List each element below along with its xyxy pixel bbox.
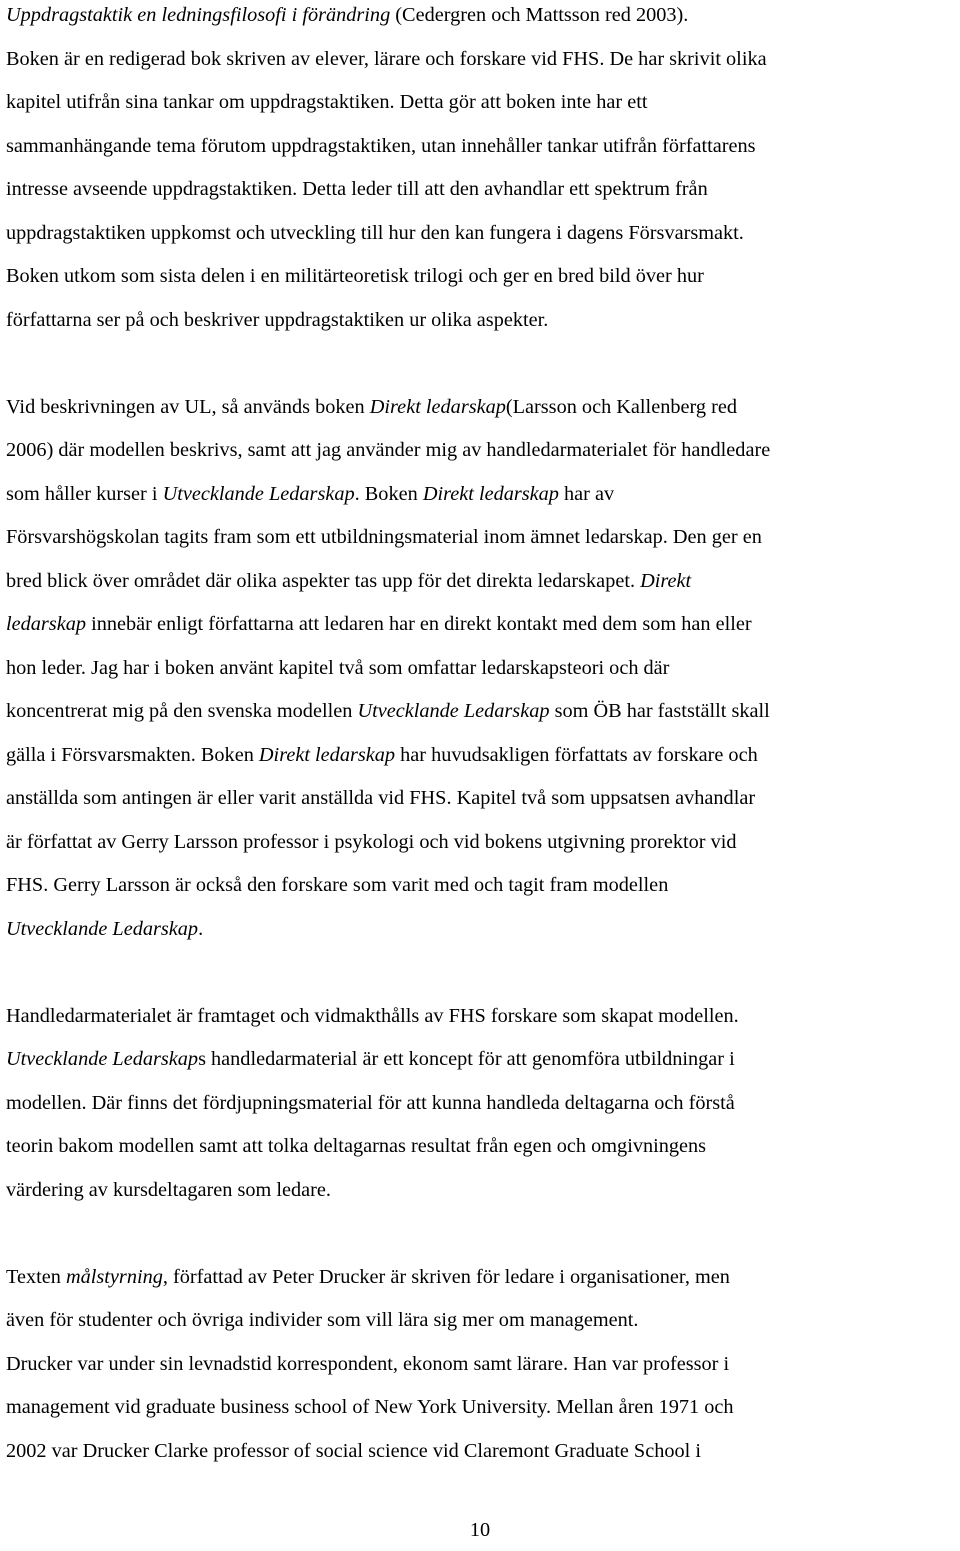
book-title-italic: Direkt ledarskap [422, 482, 559, 505]
book-title-italic: Direkt ledarskap [369, 395, 506, 418]
paragraph-4 [6, 1256, 956, 1474]
text-line: 2006) där modellen beskrivs, samt att jag använder mig av handledarmaterialet för handledare [6, 439, 771, 461]
text-line: 2002 var Drucker Clarke professor of social science vid Claremont Graduate School i [6, 1439, 701, 1462]
model-name-italic: Utvecklande Ledarskap [357, 700, 550, 722]
text-line: anställda som antingen är eller varit anställda vid FHS. Kapitel två som uppsatsen avhandlar [6, 787, 756, 809]
text-line: kapitel utifrån sina tankar om uppdragstaktiken. Detta gör att boken inte har ett [6, 91, 648, 113]
paragraph-3 [6, 995, 956, 1213]
text-line: Boken utkom som sista delen i en militärteoretisk trilogi och ger en bred bild över hur [6, 265, 704, 287]
text-line: modellen. Där finns det fördjupningsmaterial för att kunna handleda deltagarna och förstå [6, 1091, 735, 1114]
text-line: Uppdragstaktik en ledningsfilosofi i förändring (Cedergren och Mattsson red 2003). [6, 4, 689, 26]
paragraph-1 [6, 0, 956, 342]
model-name-italic: Utvecklande Ledarskap [6, 917, 199, 940]
book-title-italic: Direkt ledarskap [258, 743, 396, 766]
text-line: sammanhängande tema förutom uppdragstaktiken, utan innehåller tankar utifrån författarens [6, 134, 756, 157]
text-line: är författat av Gerry Larsson professor i psykologi och vid bokens utgivning prorektor vid [6, 830, 737, 853]
text-line: Boken är en redigerad bok skriven av elever, lärare och forskare vid FHS. De har skrivit olika [6, 47, 767, 70]
text-line: teorin bakom modellen samt att tolka deltagarnas resultat från egen och omgivningens [6, 1135, 707, 1157]
paragraph-gap [6, 951, 956, 995]
text-line: värdering av kursdeltagaren som ledare. [6, 1178, 331, 1201]
text-line: Texten målstyrning, författad av Peter Drucker är skriven för ledare i organisationer, men [6, 1265, 730, 1288]
text-line: management vid graduate business school of New York University. Mellan åren 1971 och [6, 1396, 734, 1418]
text-title-italic: målstyrning [65, 1265, 163, 1288]
text-line: bred blick över området där olika aspekter tas upp för det direkta ledarskapet. Direkt [6, 569, 692, 592]
text-line: Utvecklande Ledarskaps handledarmaterial är ett koncept för att genomföra utbildningar i [6, 1048, 735, 1070]
text-line: intresse avseende uppdragstaktiken. Detta leder till att den avhandlar ett spektrum från [6, 178, 708, 200]
book-title-italic: Uppdragstaktik en ledningsfilosofi i förändring [6, 4, 391, 26]
text-line: Vid beskrivningen av UL, så används boken Direkt ledarskap(Larsson och Kallenberg red [6, 395, 737, 418]
text-line: Handledarmaterialet är framtaget och vidmakthålls av FHS forskare som skapat modellen. [6, 1004, 739, 1027]
text-line: koncentrerat mig på den svenska modellen Utvecklande Ledarskap som ÖB har fastställt skall [6, 700, 770, 722]
text-line: som håller kurser i Utvecklande Ledarskap. Boken Direkt ledarskap har av [6, 482, 615, 505]
model-name-italic: Utvecklande Ledarskap [162, 482, 355, 505]
document-page [6, 0, 956, 1473]
text-line: gälla i Försvarsmakten. Boken Direkt ledarskap har huvudsakligen författats av forskare och [6, 743, 758, 766]
text-line: Drucker var under sin levnadstid korrespondent, ekonom samt lärare. Han var professor i [6, 1352, 730, 1375]
paragraph-gap [6, 1212, 956, 1256]
model-name-italic: Utvecklande Ledarskap [6, 1048, 199, 1070]
text-line: även för studenter och övriga individer som vill lära sig mer om management. [6, 1309, 639, 1331]
text-line: Utvecklande Ledarskap. [6, 917, 204, 940]
text-line: författarna ser på och beskriver uppdragstaktiken ur olika aspekter. [6, 308, 549, 331]
text-line: Försvarshögskolan tagits fram som ett utbildningsmaterial inom ämnet ledarskap. Den ger en [6, 526, 762, 548]
text-line: hon leder. Jag har i boken använt kapitel två som omfattar ledarskapsteori och där [6, 656, 670, 679]
book-title-italic: Direkt [640, 569, 692, 592]
book-title-italic: ledarskap [6, 613, 86, 635]
text-line: uppdragstaktiken uppkomst och utveckling till hur den kan fungera i dagens Försvarsmakt. [6, 221, 744, 244]
text-line: FHS. Gerry Larsson är också den forskare som varit med och tagit fram modellen [6, 874, 669, 896]
paragraph-2 [6, 386, 956, 952]
page-number: 10 [469, 1519, 491, 1541]
text-line: ledarskap innebär enligt författarna att ledaren har en direkt kontakt med dem som han eller [6, 613, 752, 635]
paragraph-gap [6, 342, 956, 386]
